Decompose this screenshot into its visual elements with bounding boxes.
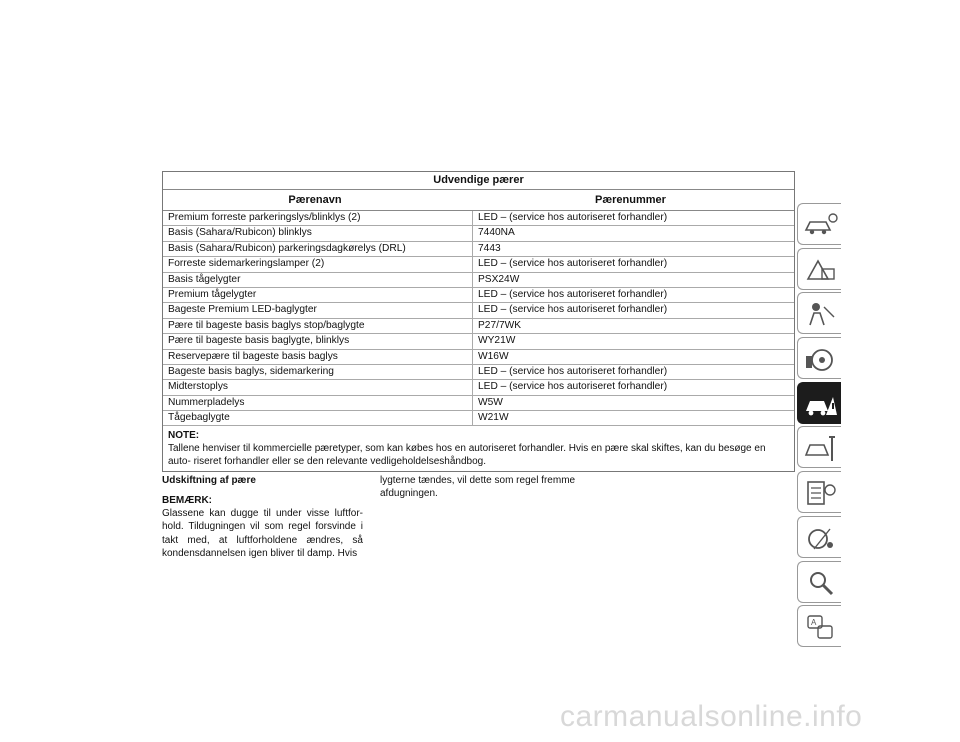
chapter-tab[interactable] <box>797 561 841 603</box>
chapter-tab[interactable] <box>797 248 841 290</box>
col-header-name: Pærenavn <box>288 194 342 206</box>
table-row <box>163 411 794 426</box>
technical-specs-icon <box>802 476 840 508</box>
bulb-name-cell: Nummerpladelys <box>163 396 473 410</box>
bulb-name-cell: Midterstoplys <box>163 380 473 394</box>
safety-airbag-icon <box>802 297 840 329</box>
table-body <box>163 211 794 426</box>
table-row <box>163 226 794 241</box>
languages-icon <box>802 610 840 642</box>
bulb-name-cell: Basis (Sahara/Rubicon) blinklys <box>163 226 473 240</box>
table-row <box>163 365 794 380</box>
chapter-tabs <box>797 203 841 650</box>
bulb-number-cell: WY21W <box>478 335 516 347</box>
table-row <box>163 242 794 257</box>
service-maintenance-icon <box>802 431 840 463</box>
table-header <box>163 190 794 211</box>
bulb-name-cell: Tågebaglygte <box>163 411 473 425</box>
table-row <box>163 257 794 272</box>
bulb-name-cell: Reservepære til bageste basis baglys <box>163 350 473 364</box>
chapter-tab[interactable] <box>797 516 841 558</box>
chapter-tab[interactable] <box>797 337 841 379</box>
bulb-name-cell: Pære til bageste basis baglys stop/baglygte <box>163 319 473 333</box>
table-row <box>163 319 794 334</box>
chapter-tab[interactable] <box>797 605 841 647</box>
table-row <box>163 350 794 365</box>
bulb-number-cell: W21W <box>478 412 509 424</box>
note-text: Tallene henviser til kommercielle pæretyper, som kan købes hos en autoriseret forhandler. Hvis en pære skal skiftes, kan du besøge en auto- riseret forhandler eller se den relevante vedligeholdelseshåndbog. <box>168 443 766 468</box>
table-row <box>163 396 794 411</box>
bulb-number-cell: LED – (service hos autoriseret forhandler) <box>478 381 668 393</box>
svg-text:A: A <box>811 618 817 628</box>
table-note <box>163 426 794 471</box>
section-heading: Udskiftning af pære <box>162 475 256 486</box>
bulb-name-cell: Basis tågelygter <box>163 273 473 287</box>
table-row <box>163 288 794 303</box>
bulb-number-cell: 7443 <box>478 242 501 254</box>
bulb-number-cell: PSX24W <box>478 273 520 285</box>
col-header-number: Pærenummer <box>595 194 666 206</box>
bulb-number-cell: W16W <box>478 350 509 362</box>
bulb-name-cell: Premium forreste parkeringslys/blinklys (2) <box>163 211 473 225</box>
bulb-number-cell: LED – (service hos autoriseret forhandler) <box>478 365 668 377</box>
bulb-name-cell: Forreste sidemarkeringslamper (2) <box>163 257 473 271</box>
bemaerk-label: BEMÆRK: <box>162 495 212 506</box>
chapter-tab[interactable] <box>797 203 841 245</box>
table-row <box>163 380 794 395</box>
table-row <box>163 211 794 226</box>
bulbs-table <box>162 171 795 472</box>
search-index-icon <box>802 566 840 598</box>
car-info-icon <box>802 208 840 240</box>
left-text: Glassene kan dugge til under visse luftfor- hold. Tildugningen vil som regel forsvinde i takt med, at luftforholdene ændres, så kondensdannelsen igen bliver til damp. Hvis <box>162 508 363 559</box>
bulb-number-cell: LED – (service hos autoriseret forhandler) <box>478 212 668 223</box>
bulb-name-cell: Bageste basis baglys, sidemarkering <box>163 365 473 379</box>
bulb-number-cell: LED – (service hos autoriseret forhandler) <box>478 288 668 300</box>
left-column <box>162 494 363 560</box>
chapter-tab[interactable] <box>797 382 841 424</box>
bulb-name-cell: Premium tågelygter <box>163 288 473 302</box>
chapter-tab[interactable] <box>797 471 841 513</box>
bulb-number-cell: W5W <box>478 396 503 408</box>
table-title: Udvendige pærer <box>163 172 794 190</box>
chapter-tab[interactable] <box>797 426 841 468</box>
bulb-name-cell: Bageste Premium LED-baglygter <box>163 303 473 317</box>
emergency-car-icon <box>802 387 840 419</box>
bulb-number-cell: P27/7WK <box>478 319 522 331</box>
bulb-name-cell: Pære til bageste basis baglygte, blinklys <box>163 334 473 348</box>
driving-steering-icon <box>802 342 840 374</box>
note-label: NOTE: <box>168 430 200 442</box>
right-column: lygterne tændes, vil dette som regel fremme afdugningen. <box>380 475 576 500</box>
bulb-number-cell: 7440NA <box>478 227 515 239</box>
table-row <box>163 334 794 349</box>
warning-lights-icon <box>802 253 840 285</box>
multimedia-icon <box>802 521 840 553</box>
watermark: carmanualsonline.info <box>560 700 863 733</box>
bulb-name-cell: Basis (Sahara/Rubicon) parkeringsdagkørelys (DRL) <box>163 242 473 256</box>
bulb-number-cell: LED – (service hos autoriseret forhandler) <box>478 258 668 270</box>
table-row <box>163 273 794 288</box>
table-row <box>163 303 794 318</box>
chapter-tab[interactable] <box>797 292 841 334</box>
bulb-number-cell: LED – (service hos autoriseret forhandler) <box>478 304 668 316</box>
